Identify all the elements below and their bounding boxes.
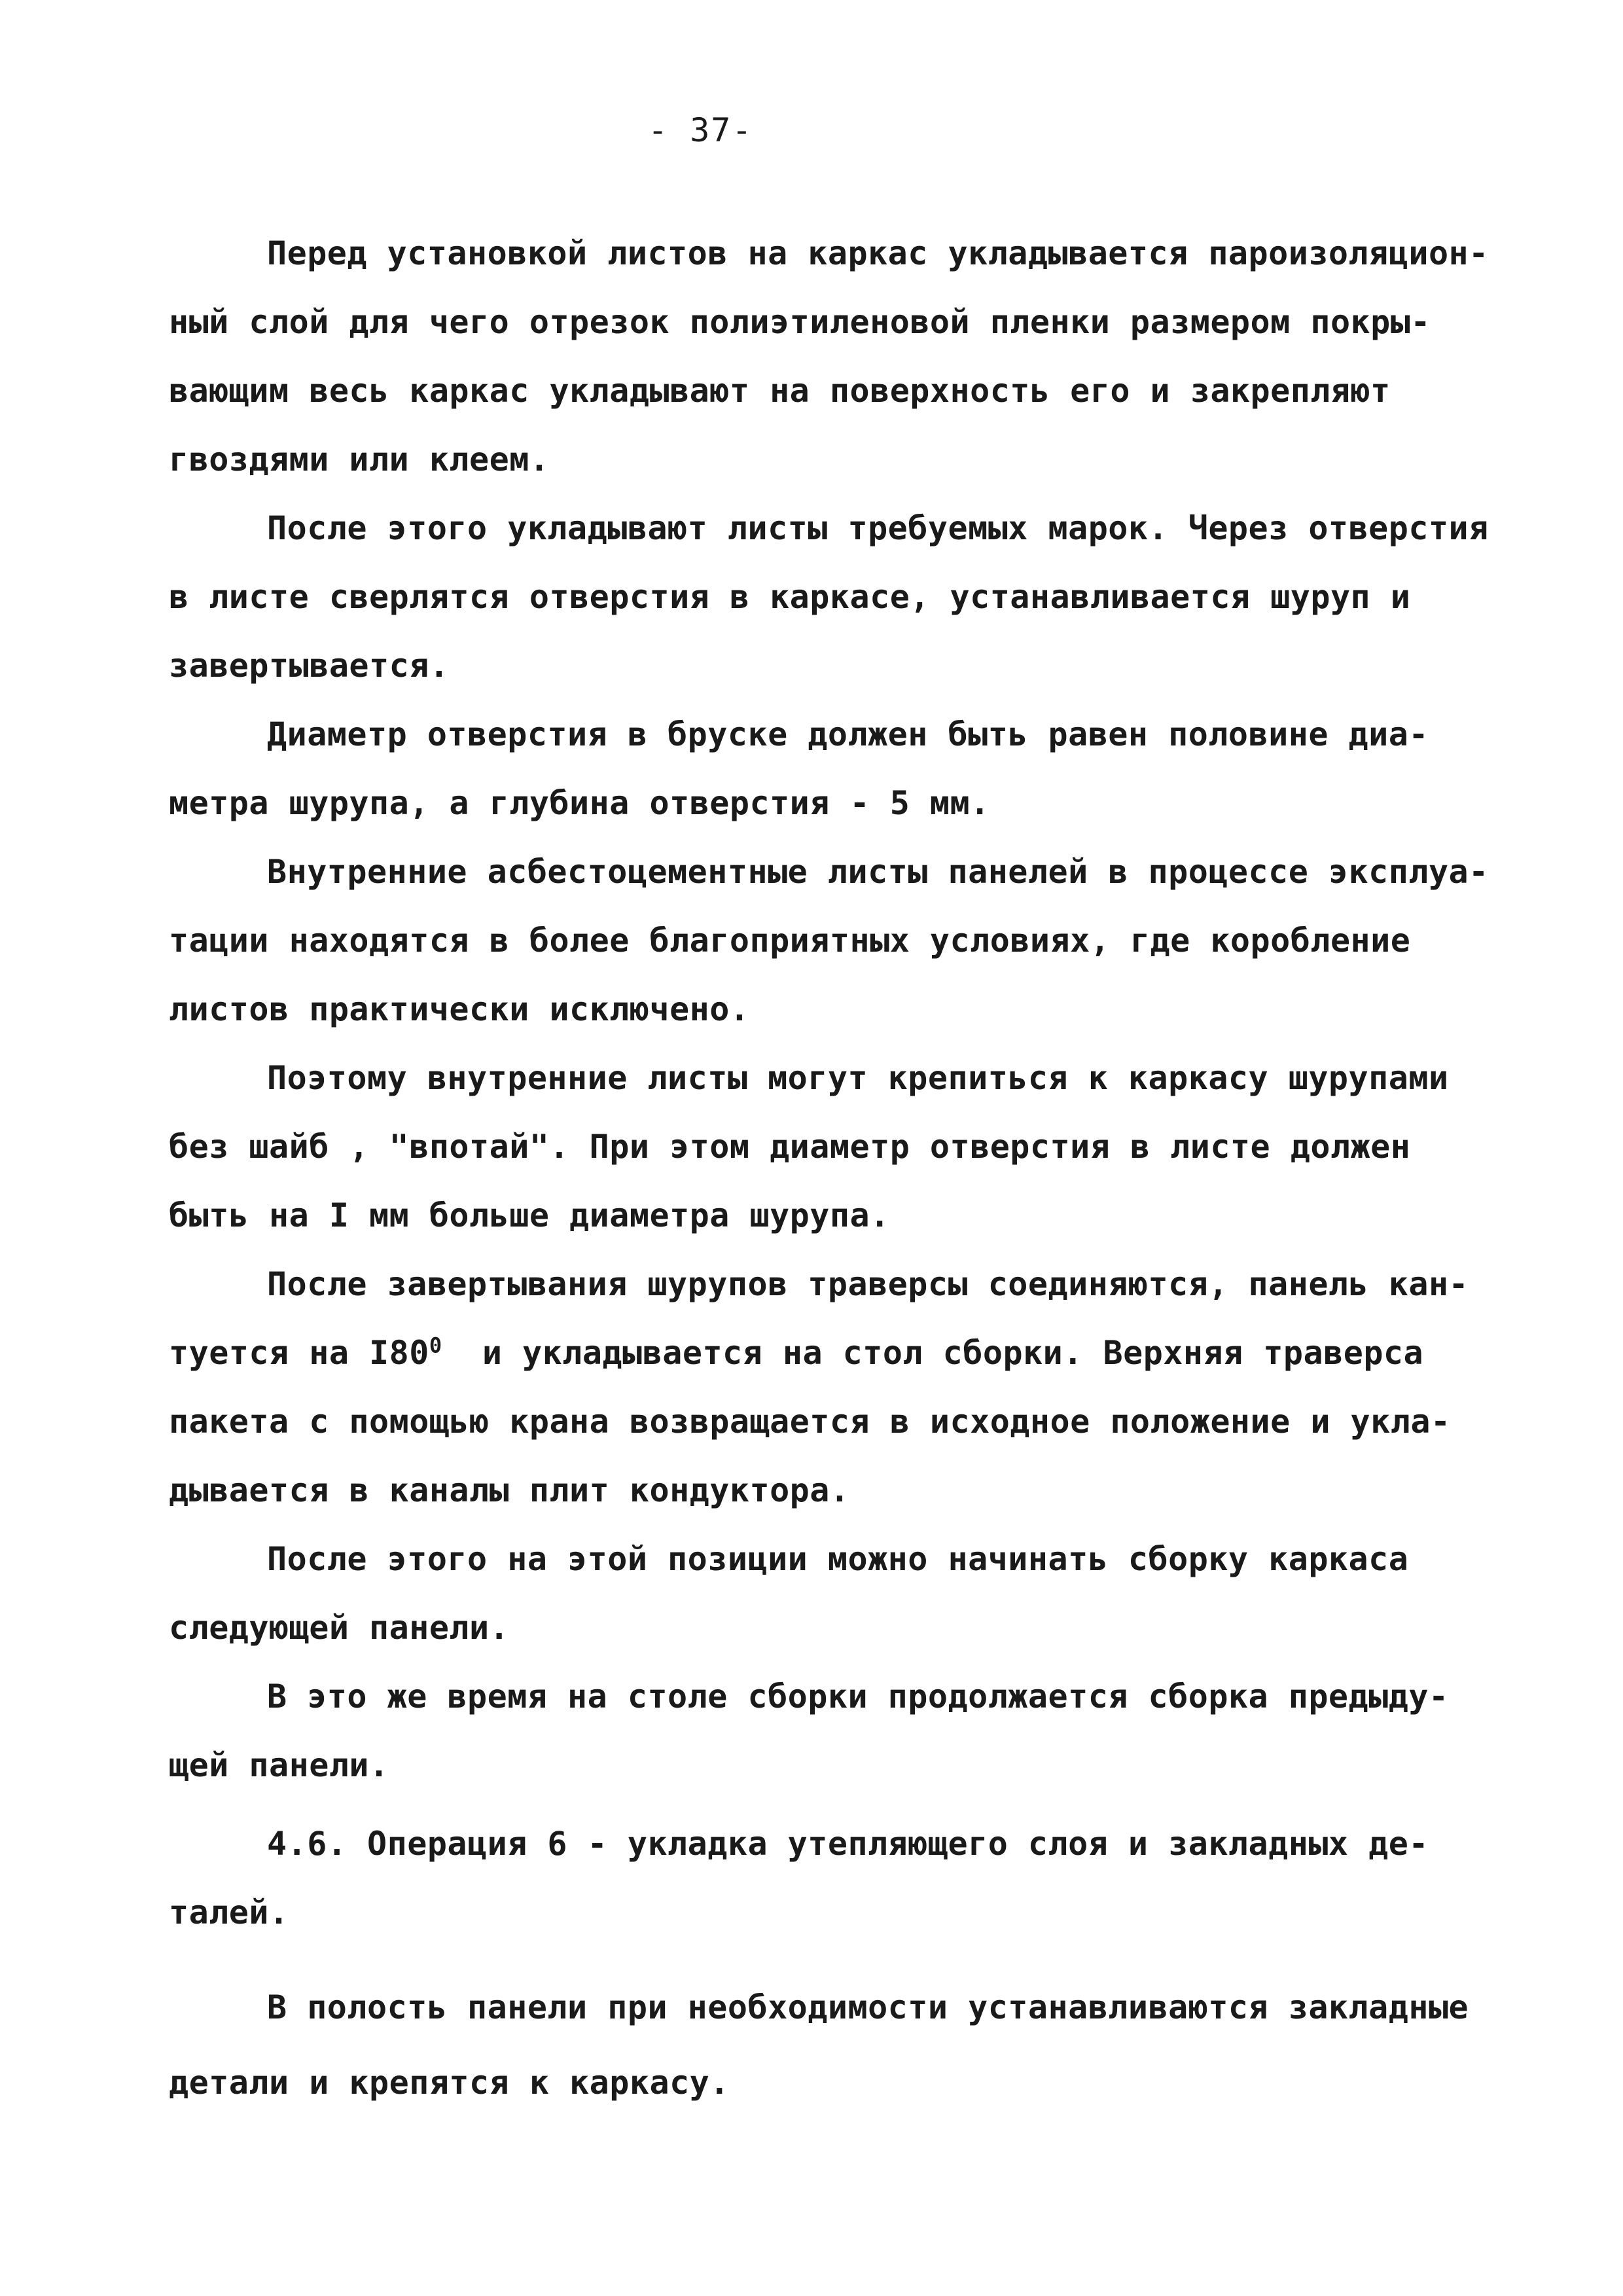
- text-line: листов практически исключено.: [169, 990, 750, 1028]
- text-line: В полость панели при необходимости устанавливаются закладные: [267, 1988, 1469, 2026]
- text-line: гвоздями или клеем.: [169, 440, 550, 478]
- body-text: [169, 219, 1510, 1800]
- text-line: Внутренние асбестоцементные листы панелей в процессе эксплуа-: [267, 853, 1489, 891]
- text-line: ный слой для чего отрезок полиэтиленовой пленки размером покры-: [169, 303, 1431, 341]
- page-number: - 37-: [648, 111, 753, 149]
- final-paragraph: [169, 1970, 1510, 2121]
- heading-line: талей.: [169, 1893, 289, 1931]
- text-line: без шайб , "впотай". При этом диаметр отверстия в листе должен: [169, 1128, 1411, 1166]
- text-line: После этого укладывают листы требуемых марок. Через отверстия: [267, 509, 1489, 547]
- text-line: метра шурупа, а глубина отверстия - 5 мм.: [169, 784, 990, 822]
- text-line: быть на I мм больше диаметра шурупа.: [169, 1196, 890, 1234]
- degree-superscript: 0: [429, 1333, 442, 1358]
- text-line: детали и крепятся к каркасу.: [169, 2064, 730, 2102]
- text-fragment: туется на I80: [169, 1334, 429, 1372]
- text-line: завертывается.: [169, 647, 450, 685]
- text-line: Перед установкой листов на каркас укладывается пароизоляцион-: [267, 234, 1489, 272]
- section-heading: [169, 1810, 1510, 1947]
- text-line: После завертывания шурупов траверсы соединяются, панель кан-: [267, 1265, 1469, 1303]
- text-line: в листе сверлятся отверстия в каркасе, устанавливается шуруп и: [169, 578, 1411, 616]
- text-line: Диаметр отверстия в бруске должен быть равен половине диа-: [267, 715, 1429, 753]
- text-line: вающим весь каркас укладывают на поверхность его и закрепляют: [169, 372, 1391, 410]
- text-line: В это же время на столе сборки продолжается сборка предыду-: [267, 1677, 1449, 1715]
- text-line: Поэтому внутренние листы могут крепиться к каркасу шурупами: [267, 1059, 1449, 1097]
- text-line: После этого на этой позиции можно начинать сборку каркаса: [267, 1540, 1409, 1578]
- text-line: щей панели.: [169, 1746, 389, 1784]
- text-line: дывается в каналы плит кондуктора.: [169, 1471, 850, 1509]
- text-line: следующей панели.: [169, 1609, 510, 1647]
- text-fragment: и укладывается на стол сборки. Верхняя траверса: [442, 1334, 1424, 1372]
- text-line: тации находятся в более благоприятных условиях, где коробление: [169, 922, 1411, 960]
- text-line: [169, 1319, 1510, 1388]
- heading-line: 4.6. Операция 6 - укладка утепляющего слоя и закладных де-: [267, 1825, 1429, 1863]
- text-line: пакета с помощью крана возвращается в исходное положение и укла-: [169, 1403, 1451, 1441]
